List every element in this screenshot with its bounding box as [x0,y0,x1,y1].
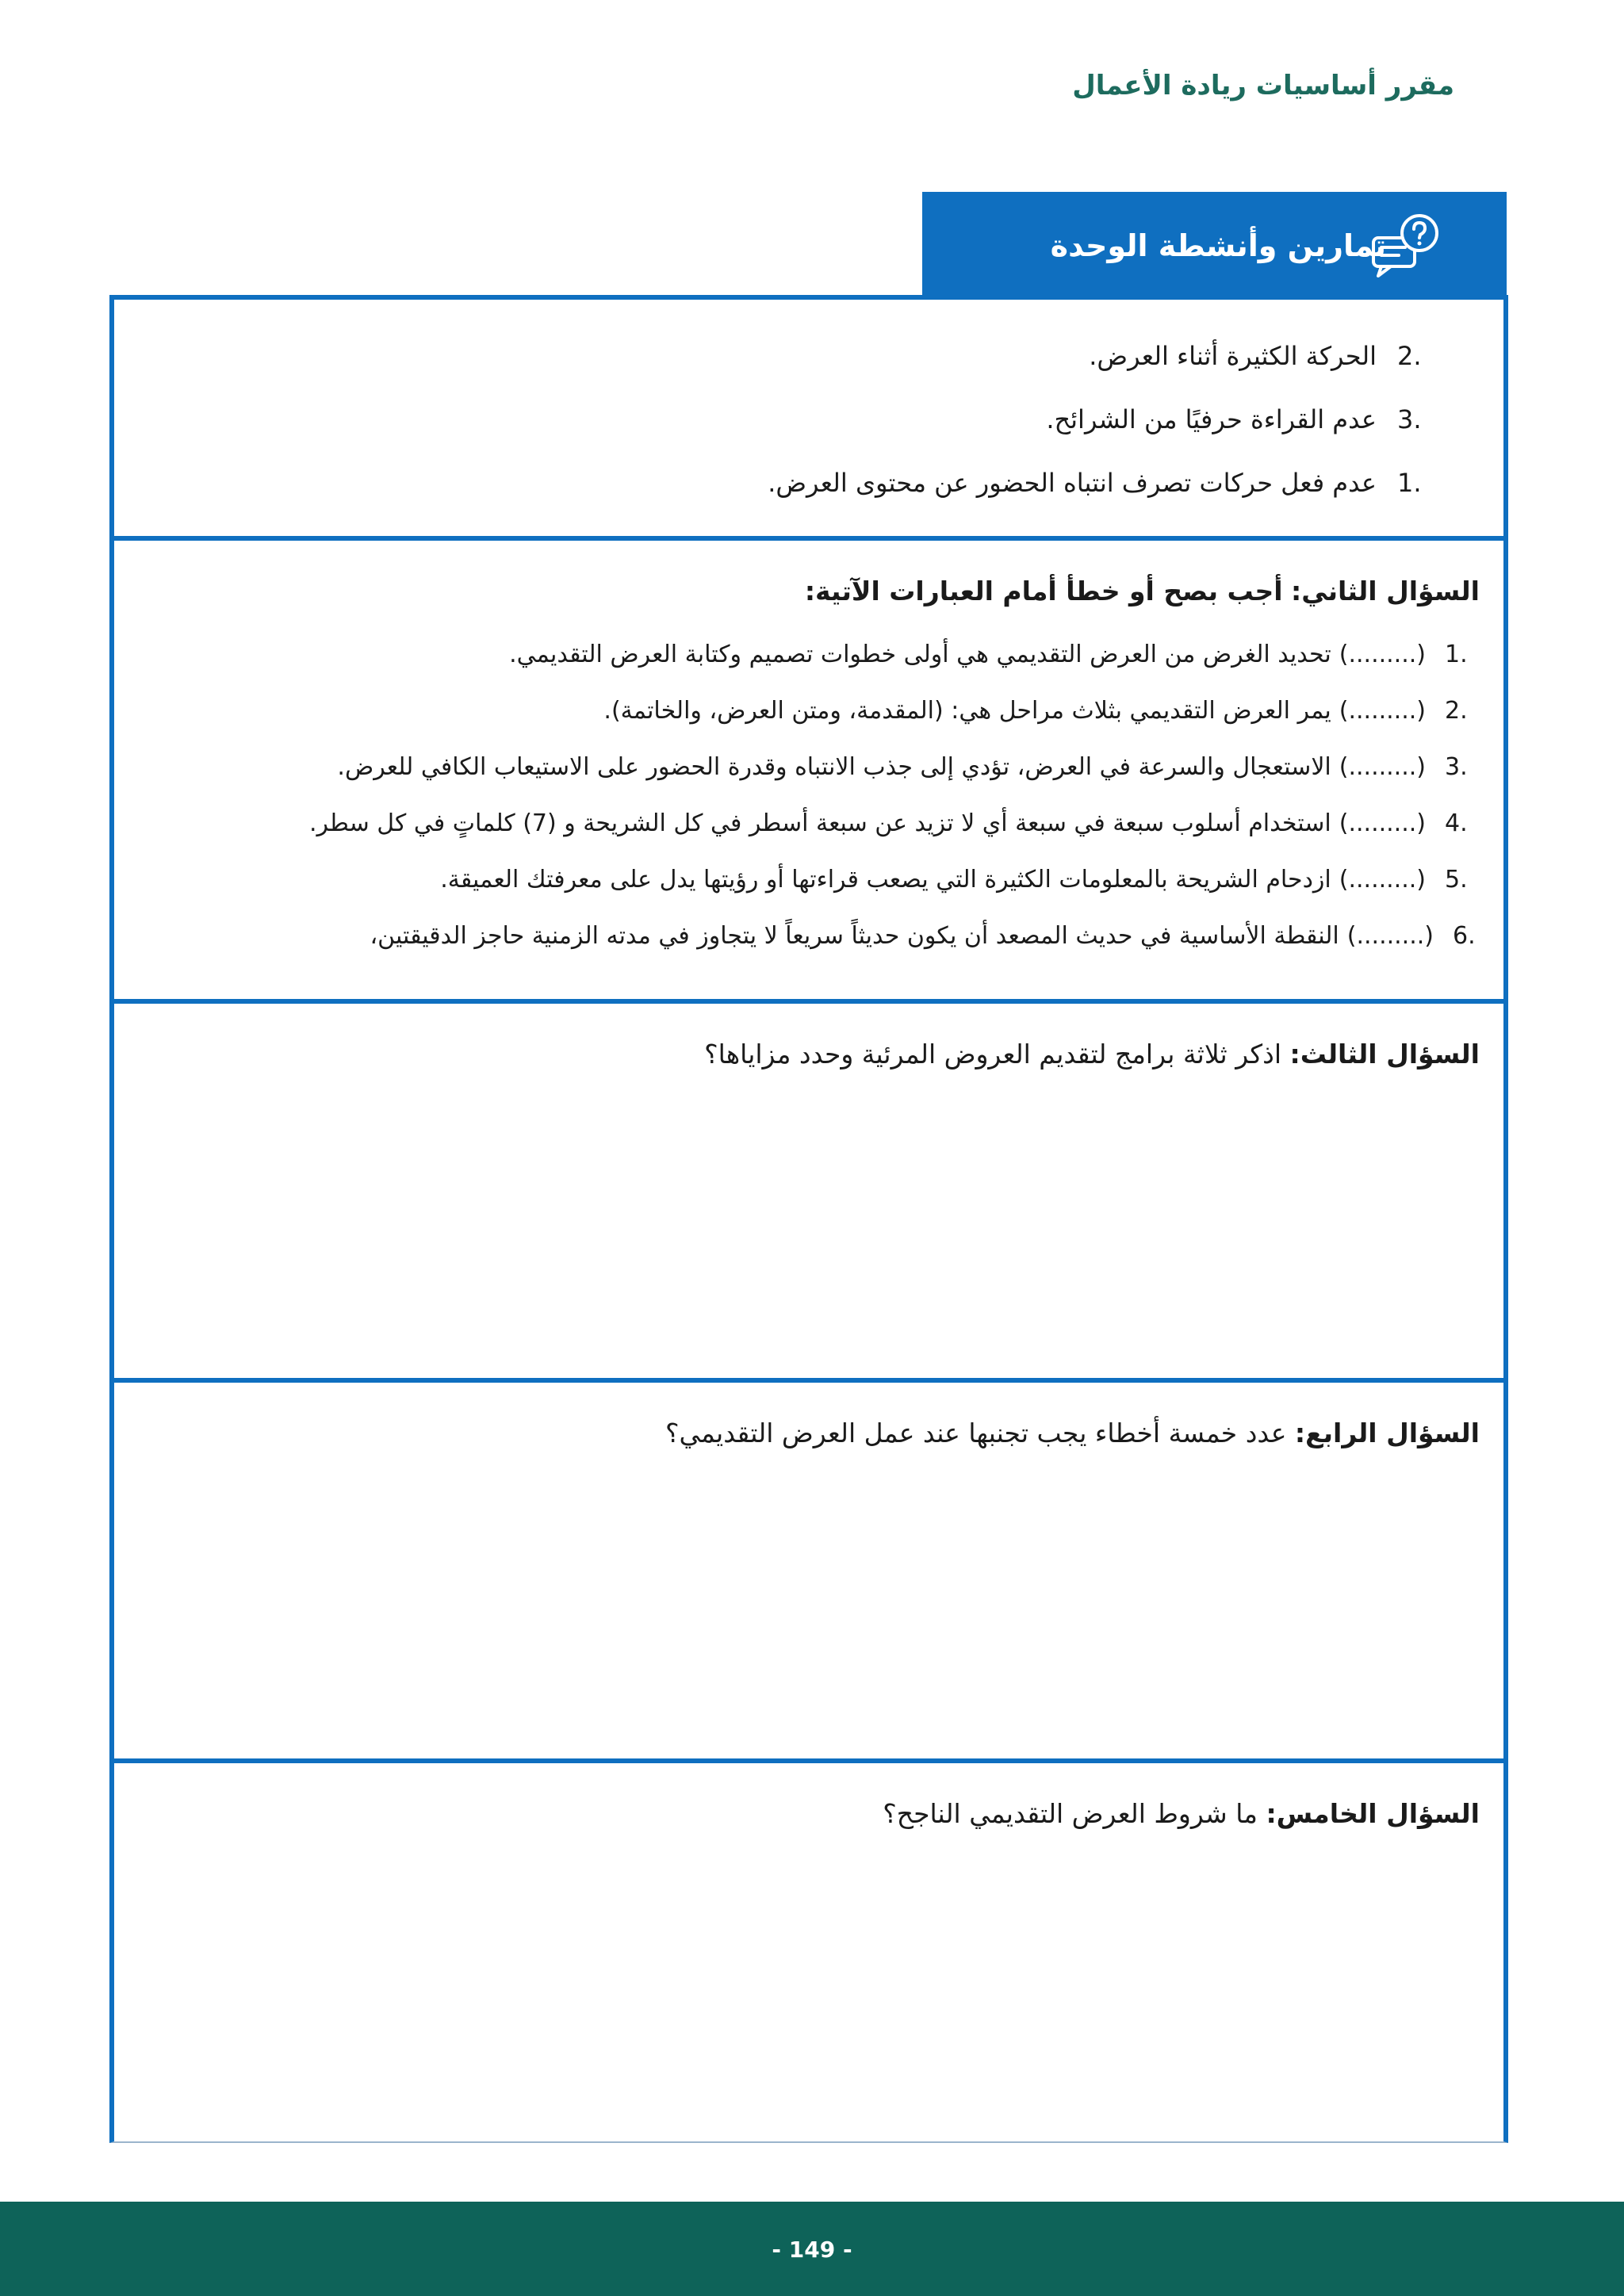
true-false-item: 1. (.........) تحديد الغرض من العرض التقديمي هي أولى خطوات تصميم وكتابة العرض التقديمي. [509,641,1468,668]
section-header [922,192,1507,300]
list-item: 3. عدم القراءة حرفيًا من الشرائح. [1046,404,1422,434]
chat-question-icon [1370,212,1443,281]
true-false-item: 3. (.........) الاستعجال والسرعة في العرض، تؤدي إلى جذب الانتباه وقدرة الحضور على الاستيعاب الكافي للعرض. [337,753,1468,781]
question-2-heading: السؤال الثاني: أجب بصح أو خطأ أمام العبارات الآتية: [804,576,1480,607]
section-divider [114,1378,1503,1383]
section-divider [114,999,1503,1004]
list-item: 1. عدم فعل حركات تصرف انتباه الحضور عن محتوى العرض. [768,468,1422,498]
answer-blank[interactable]: (.........) [1339,697,1426,725]
section-divider [114,1758,1503,1763]
list-item: 2. الحركة الكثيرة أثناء العرض. [1089,341,1422,371]
section-divider [114,536,1503,541]
answer-blank[interactable]: (.........) [1346,922,1434,950]
answer-blank[interactable]: (.........) [1339,809,1426,837]
true-false-item: 2. (.........) يمر العرض التقديمي بثلاث مراحل هي: (المقدمة، ومتن العرض، والخاتمة). [603,697,1468,725]
answer-blank[interactable]: (.........) [1339,866,1426,894]
course-title: مقرر أساسيات ريادة الأعمال [1072,70,1454,101]
question-5: السؤال الخامس: ما شروط العرض التقديمي الناجح؟ [883,1798,1480,1829]
page-number: - 149 - [772,2237,852,2263]
answer-blank[interactable]: (.........) [1339,641,1426,668]
true-false-item: 6. (.........) النقطة الأساسية في حديث المصعد أن يكون حديثاً سريعاً لا يتجاوز في مدته الزمنية حاجز الدقيقتين، [370,922,1476,950]
exercises-frame [109,295,1508,2143]
page-footer [0,2202,1624,2296]
answer-blank[interactable]: (.........) [1339,753,1426,781]
true-false-item: 5. (.........) ازدحام الشريحة بالمعلومات الكثيرة التي يصعب قراءتها أو رؤيتها يدل على معرفتك العميقة. [440,866,1468,894]
question-4: السؤال الرابع: عدد خمسة أخطاء يجب تجنبها عند عمل العرض التقديمي؟ [665,1418,1480,1448]
question-3: السؤال الثالث: اذكر ثلاثة برامج لتقديم العروض المرئية وحدد مزاياها؟ [704,1039,1480,1070]
true-false-item: 4. (.........) استخدام أسلوب سبعة في سبعة أي لا تزيد عن سبعة أسطر في كل الشريحة و (7) كلماتٍ في كل سطر. [308,809,1468,837]
section-title: تمارين وأنشطة الوحدة [1050,228,1386,263]
